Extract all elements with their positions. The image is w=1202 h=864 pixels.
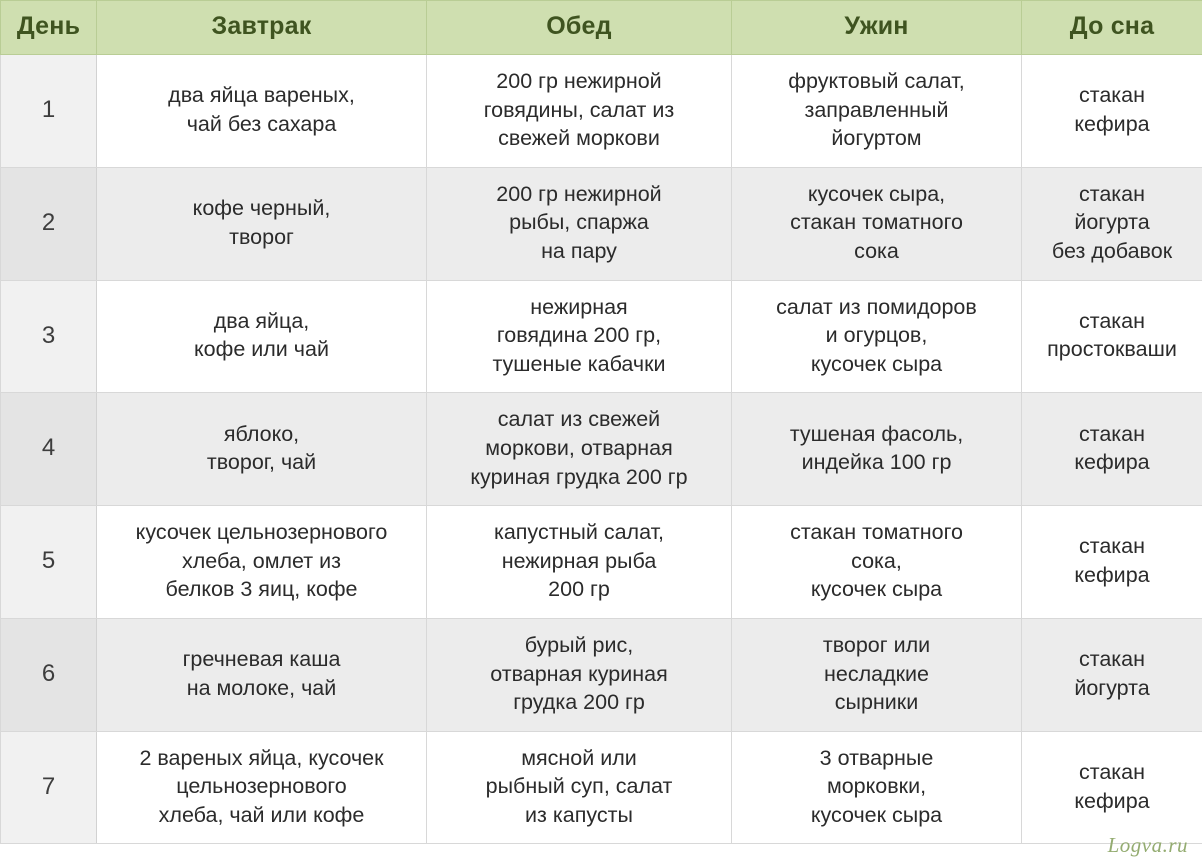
cell-line: кефира (1074, 788, 1150, 813)
before-sleep-cell (1022, 55, 1202, 168)
cell-line: хлеба, чай или кофе (158, 802, 365, 827)
before-sleep-cell (1022, 393, 1202, 506)
column-header-before-sleep: До сна (1022, 1, 1202, 55)
cell-line: два яйца вареных, (168, 83, 355, 108)
cell-line: фруктовый салат, (788, 69, 965, 93)
cell-line: чай без сахара (186, 111, 337, 136)
cell-line: кусочек цельнозернового (135, 520, 388, 545)
cell-line: стакан (1078, 181, 1146, 206)
lunch-cell (427, 55, 732, 168)
day-number: 3 (1, 280, 97, 393)
cell-line: гречневая каша (182, 647, 341, 672)
breakfast-cell (97, 167, 427, 280)
dinner-cell (732, 167, 1022, 280)
cell-line: свежей моркови (498, 126, 660, 151)
before-sleep-cell (1022, 167, 1202, 280)
cell-line: йогуртом (831, 126, 922, 151)
cell-line: куриная грудка 200 гр (470, 464, 688, 489)
lunch-cell (427, 731, 732, 844)
cell-line: 200 гр нежирной (496, 181, 662, 206)
cell-line: нежирная рыба (501, 548, 657, 573)
dinner-cell (732, 280, 1022, 393)
cell-line: цельнозернового (176, 774, 347, 799)
lunch-cell (427, 393, 732, 506)
cell-line: заправленный (804, 97, 949, 122)
table-row (1, 167, 1202, 280)
cell-line: салат из помидоров (776, 294, 977, 319)
breakfast-cell (97, 280, 427, 393)
cell-line: тушеная фасоль, (789, 421, 964, 446)
cell-line: йогурта (1074, 210, 1150, 235)
table-row (1, 55, 1202, 168)
cell-line: моркови, отварная (485, 435, 673, 460)
cell-line: кусочек сыра (810, 802, 943, 827)
cell-line: стакан (1078, 759, 1146, 784)
column-header-lunch: Обед (427, 1, 732, 55)
cell-line: кефира (1074, 111, 1150, 136)
cell-line: 2 вареных яйца, кусочек (139, 745, 384, 770)
lunch-cell (427, 618, 732, 731)
breakfast-cell (97, 393, 427, 506)
cell-line: 200 гр нежирной (496, 69, 662, 93)
cell-line: рыбный суп, салат (485, 774, 673, 799)
cell-line: кофе или чай (194, 337, 329, 362)
table-row (1, 393, 1202, 506)
breakfast-cell (97, 731, 427, 844)
cell-line: два яйца, (213, 308, 310, 333)
cell-line: кусочек сыра (810, 577, 943, 602)
breakfast-cell (97, 618, 427, 731)
dinner-cell (732, 55, 1022, 168)
cell-line: отварная куриная (490, 661, 668, 686)
day-number: 7 (1, 731, 97, 844)
lunch-cell (427, 167, 732, 280)
cell-line: тушеные кабачки (492, 351, 666, 376)
day-number: 2 (1, 167, 97, 280)
cell-line: белков 3 яиц, кофе (165, 577, 358, 602)
cell-line: стакан (1078, 308, 1146, 333)
table-row (1, 618, 1202, 731)
cell-line: несладкие (823, 661, 929, 686)
lunch-cell (427, 506, 732, 619)
column-header-day: День (1, 1, 97, 55)
cell-line: кефира (1074, 563, 1150, 588)
cell-line: кусочек сыра (810, 351, 943, 376)
dinner-cell (732, 731, 1022, 844)
day-number: 6 (1, 618, 97, 731)
cell-line: стакан томатного (790, 520, 963, 545)
cell-line: сока (854, 238, 899, 263)
table-row (1, 280, 1202, 393)
before-sleep-cell (1022, 280, 1202, 393)
cell-line: из капусты (525, 802, 633, 827)
lunch-cell (427, 280, 732, 393)
breakfast-cell (97, 506, 427, 619)
day-number: 1 (1, 55, 97, 168)
cell-line: 200 гр (548, 577, 610, 602)
cell-line: грудка 200 гр (513, 690, 645, 715)
cell-line: кефира (1074, 450, 1150, 475)
cell-line: мясной или (521, 745, 637, 770)
dinner-cell (732, 618, 1022, 731)
cell-line: морковки, (826, 774, 927, 799)
cell-line: салат из свежей (497, 407, 661, 432)
cell-line: стакан (1078, 83, 1146, 108)
column-header-dinner: Ужин (732, 1, 1022, 55)
before-sleep-cell (1022, 506, 1202, 619)
cell-line: йогурта (1074, 675, 1150, 700)
table-row (1, 731, 1202, 844)
cell-line: стакан (1078, 421, 1146, 446)
table-header (1, 1, 1202, 55)
cell-line: говядина 200 гр, (496, 323, 662, 348)
column-header-breakfast: Завтрак (97, 1, 427, 55)
cell-line: творог (229, 224, 294, 249)
day-number: 5 (1, 506, 97, 619)
cell-line: творог, чай (206, 450, 317, 475)
cell-line: на молоке, чай (186, 675, 337, 700)
cell-line: без добавок (1051, 238, 1173, 263)
cell-line: кофе черный, (192, 196, 331, 221)
header-row (1, 1, 1202, 55)
cell-line: на пару (541, 238, 617, 263)
cell-line: рыбы, спаржа (509, 210, 649, 235)
cell-line: кусочек сыра, (807, 181, 946, 206)
cell-line: 3 отварные (819, 745, 934, 770)
dinner-cell (732, 506, 1022, 619)
table-body (1, 55, 1202, 844)
breakfast-cell (97, 55, 427, 168)
watermark: Logva.ru (1107, 833, 1188, 857)
cell-line: стакан (1078, 647, 1146, 672)
cell-line: и огурцов, (825, 323, 928, 348)
cell-line: стакан томатного (790, 210, 963, 235)
cell-line: говядины, салат из (483, 97, 675, 122)
cell-line: капустный салат, (493, 520, 665, 545)
cell-line: хлеба, омлет из (182, 548, 341, 573)
before-sleep-cell (1022, 618, 1202, 731)
table-row (1, 506, 1202, 619)
cell-line: простокваши (1047, 337, 1177, 362)
cell-line: стакан (1078, 534, 1146, 559)
cell-line: индейка 100 гр (801, 450, 952, 475)
dinner-cell (732, 393, 1022, 506)
cell-line: яблоко, (223, 421, 300, 446)
cell-line: творог или (822, 632, 931, 657)
cell-line: бурый рис, (524, 632, 634, 657)
cell-line: сырники (834, 690, 919, 715)
day-number: 4 (1, 393, 97, 506)
cell-line: сока, (851, 548, 902, 573)
cell-line: нежирная (530, 294, 628, 319)
before-sleep-cell (1022, 731, 1202, 844)
